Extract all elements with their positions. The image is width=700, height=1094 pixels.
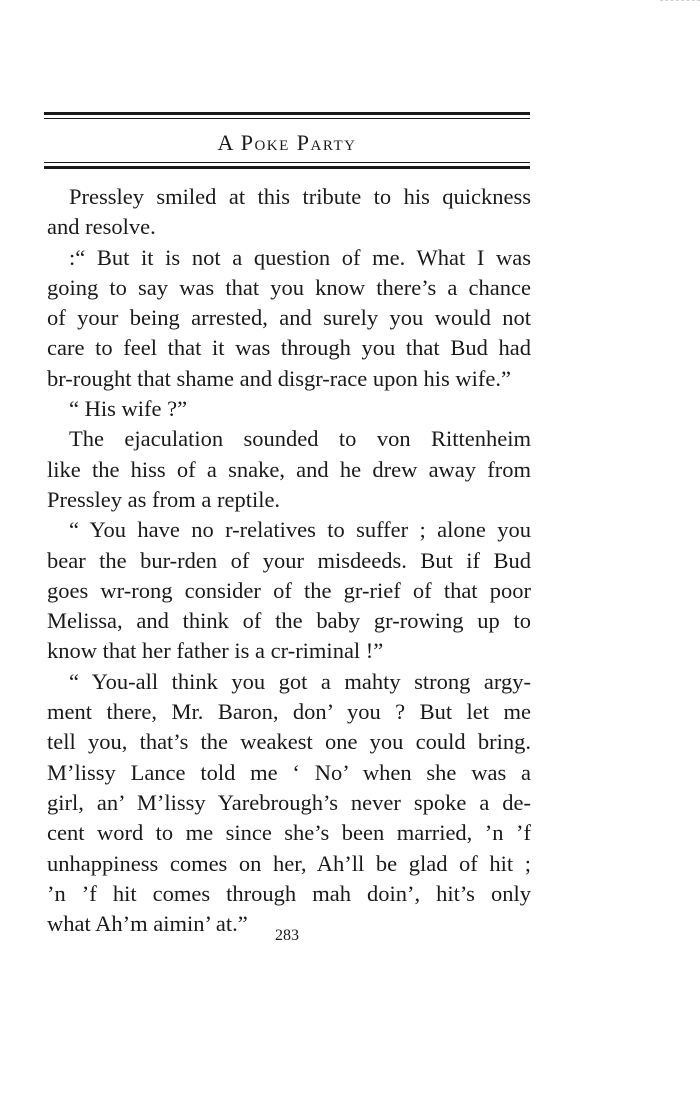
- text-line: Melissa, and think of the baby gr-rowing up to: [47, 608, 531, 634]
- text-line: :“ But it is not a question of me. What I was: [69, 244, 531, 270]
- text-line: of your being arrested, and surely you would not: [47, 305, 531, 331]
- margin-mark: [660, 0, 700, 15]
- text-line: what Ah’m aimin’ at.”: [47, 911, 248, 937]
- text-line: “ You have no r-relatives to suffer ; alone you: [69, 517, 531, 543]
- text-line: “ His wife ?”: [69, 396, 188, 422]
- text-line: tell you, that’s the weakest one you could bring.: [47, 729, 531, 755]
- header-rule-bottom-thick: [44, 166, 530, 169]
- text-line: unhappiness comes on her, Ah’ll be glad of hit ;: [47, 850, 531, 876]
- text-line: like the hiss of a snake, and he drew away from: [47, 456, 531, 482]
- text-line: ’n ’f hit comes through mah doin’, hit’s only: [47, 880, 531, 906]
- text-line: care to feel that it was through you that Bud had: [47, 335, 531, 361]
- running-head: A Poke Party: [217, 130, 357, 155]
- text-line: Pressley as from a reptile.: [47, 486, 281, 512]
- text-line: and resolve.: [47, 214, 156, 240]
- text-line: know that her father is a cr-riminal !”: [47, 638, 384, 664]
- text-line: going to say was that you know there’s a chance: [47, 274, 531, 300]
- text-line: ment there, Mr. Baron, don’ you ? But let me: [47, 699, 531, 725]
- body-text: [47, 182, 531, 939]
- header-rule-top-thick: [44, 112, 530, 115]
- text-line: goes wr-rong consider of the gr-rief of that poor: [47, 577, 531, 603]
- text-line: M’lissy Lance told me ‘ No’ when she was a: [47, 759, 531, 785]
- text-line: bear the bur-rden of your misdeeds. But if Bud: [47, 547, 531, 573]
- text-line: girl, an’ M’lissy Yarebrough’s never spoke a de-: [47, 789, 531, 815]
- text-line: br-rought that shame and disgr-race upon his wife.”: [47, 365, 511, 391]
- text-line: Pressley smiled at this tribute to his quickness: [69, 184, 531, 209]
- header-rule-bottom-thin: [44, 162, 530, 163]
- text-line: The ejaculation sounded to von Rittenheim: [69, 426, 531, 452]
- header-rule-top-thin: [44, 118, 530, 119]
- text-line: cent word to me since she’s been married, ’n ’f: [47, 820, 531, 846]
- text-line: “ You-all think you got a mahty strong argy-: [69, 668, 531, 694]
- page-number: 283: [275, 927, 299, 944]
